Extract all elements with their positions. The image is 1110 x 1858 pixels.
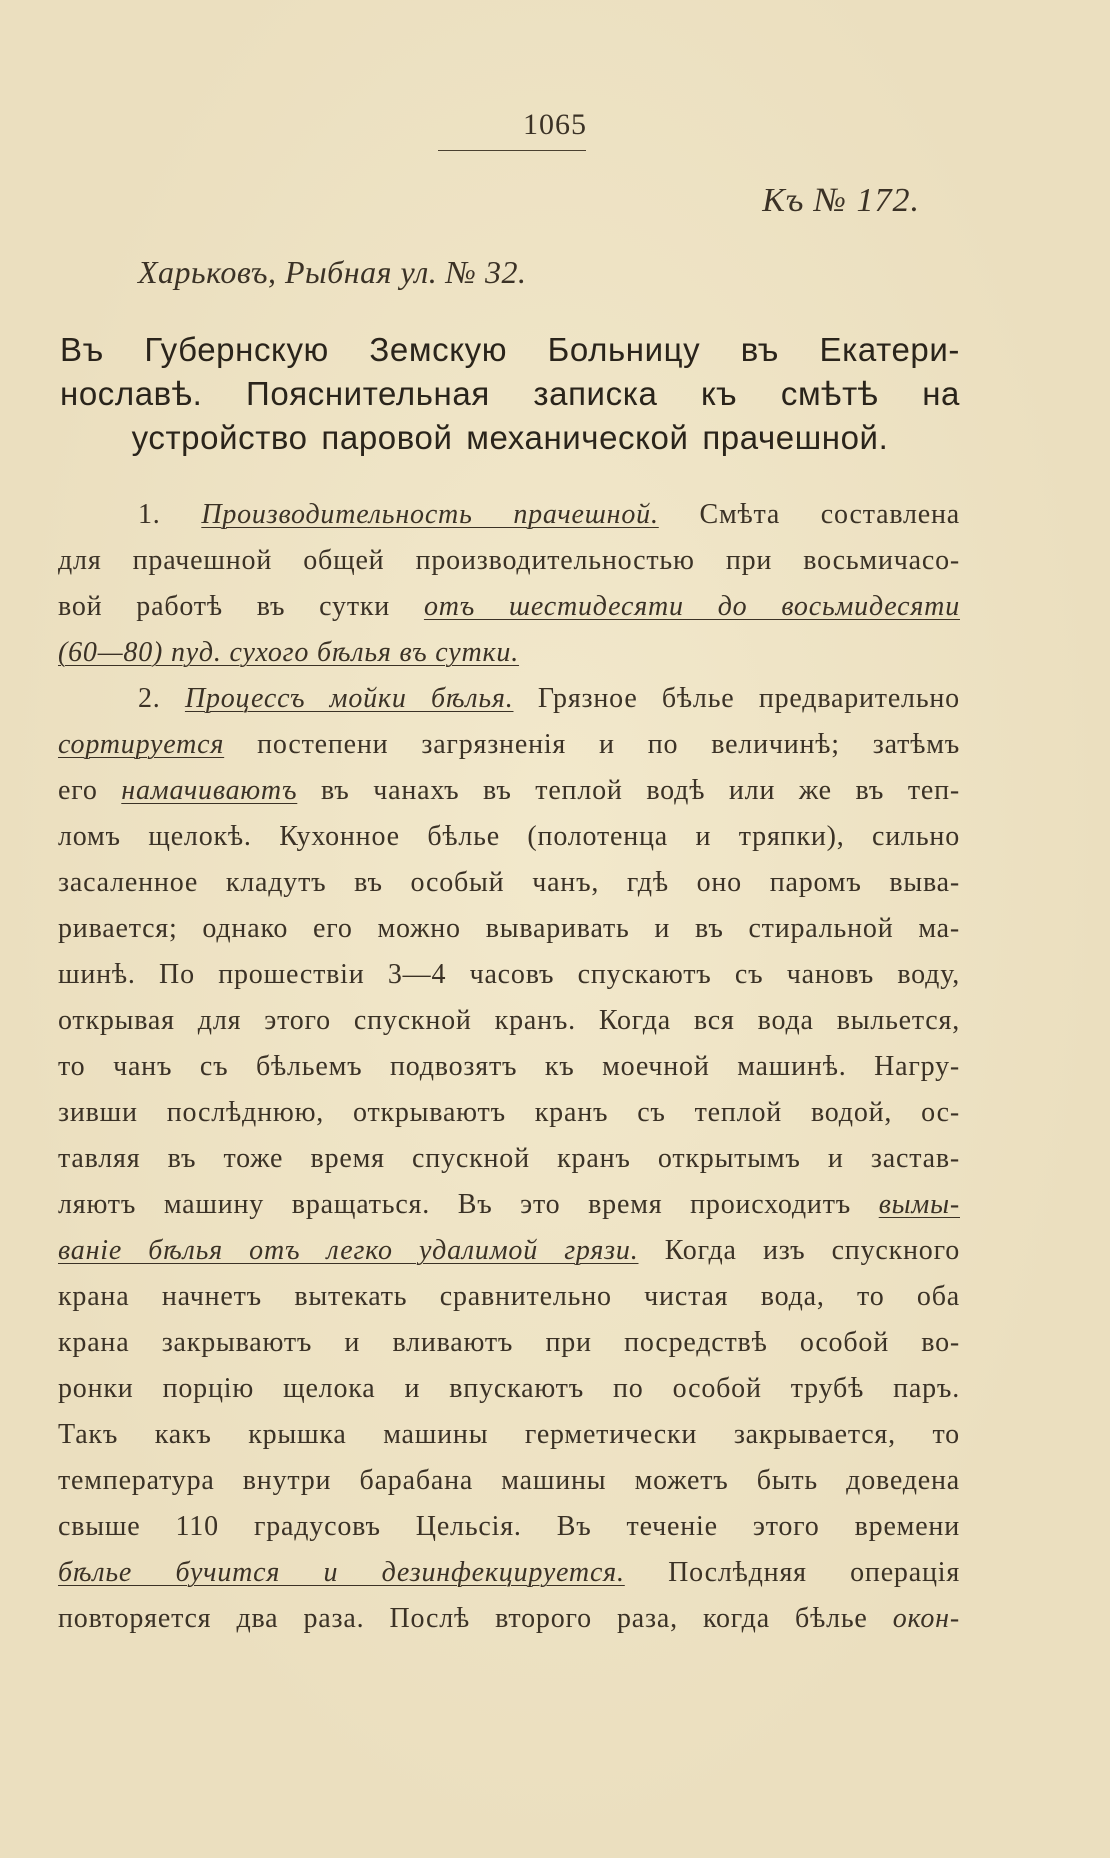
emphasized-text: бѣлье бучится и дезинфекцируется.: [58, 1557, 625, 1588]
text-segment: Послѣдняя операція: [624, 1557, 961, 1588]
emphasized-text: окон-: [892, 1603, 960, 1634]
text-line: [58, 1550, 960, 1596]
text-line: [58, 906, 960, 952]
text-segment: въ чанахъ въ теплой водѣ или же въ теп-: [297, 775, 960, 806]
emphasized-text: (60—80) пуд. сухого бѣлья въ сутки.: [58, 637, 520, 668]
text-segment: Такъ какъ крышка машины герметически закрывается, то: [58, 1419, 960, 1450]
text-segment: свыше 110 градусовъ Цельсія. Въ теченіе этого времени: [58, 1511, 960, 1542]
text-segment: Смѣта составлена: [658, 499, 960, 530]
text-line: [58, 492, 960, 538]
address-line: Харьковъ, Рыбная ул. № 32.: [138, 254, 527, 290]
emphasized-text: отъ шестидесяти до восьмидесяти: [423, 591, 960, 622]
text-line: [58, 860, 960, 906]
emphasized-text: Производительность прачешной.: [201, 499, 659, 530]
text-segment: ривается; однако его можно вываривать и въ стиральной ма-: [58, 913, 960, 944]
text-line: [58, 584, 960, 630]
page-number-rule: [438, 150, 586, 151]
emphasized-text: Процессъ мойки бѣлья.: [184, 683, 514, 714]
text-line: [58, 1090, 960, 1136]
text-segment: 1.: [138, 499, 202, 530]
text-line: [58, 1412, 960, 1458]
text-segment: ломъ щелокѣ. Кухонное бѣлье (полотенца и тряпки), сильно: [58, 821, 960, 852]
text-segment: открывая для этого спускной кранъ. Когда вся вода выльется,: [58, 1005, 960, 1036]
text-segment: 2.: [138, 683, 185, 714]
document-reference: Къ № 172.: [762, 182, 920, 219]
text-line: [58, 1228, 960, 1274]
text-segment: то чанъ съ бѣльемъ подвозятъ къ моечной машинѣ. Нагру-: [58, 1051, 960, 1082]
text-line: [58, 1320, 960, 1366]
body-text: [58, 492, 960, 1642]
text-line: [58, 722, 960, 768]
text-line: [58, 768, 960, 814]
text-line: [58, 952, 960, 998]
heading-line: устройство паровой механической прачешной.: [131, 419, 889, 456]
text-segment: температура внутри барабана машины можетъ быть доведена: [58, 1465, 960, 1496]
text-segment: ронки порцію щелока и впускаютъ по особой трубѣ паръ.: [58, 1373, 960, 1404]
text-line: [58, 1458, 960, 1504]
text-line: [58, 1504, 960, 1550]
text-line: [58, 1182, 960, 1228]
text-segment: повторяется два раза. Послѣ второго раза, когда бѣлье: [58, 1603, 893, 1634]
text-segment: зивши послѣднюю, открываютъ кранъ съ теплой водой, ос-: [58, 1097, 960, 1128]
text-segment: засаленное кладутъ въ особый чанъ, гдѣ оно паромъ выва-: [58, 867, 960, 898]
text-segment: вой работѣ въ сутки: [58, 591, 424, 622]
text-segment: тавляя въ тоже время спускной кранъ открытымъ и застав-: [58, 1143, 960, 1174]
text-segment: Грязное бѣлье предварительно: [513, 683, 960, 714]
text-segment: крана начнетъ вытекать сравнительно чистая вода, то оба: [58, 1281, 960, 1312]
text-segment: крана закрываютъ и вливаютъ при посредствѣ особой во-: [58, 1327, 960, 1358]
text-line: [58, 1596, 960, 1642]
document-heading: [60, 328, 960, 460]
heading-line: Въ Губернскую Земскую Больницу въ Екатери-: [60, 331, 960, 368]
text-line: [58, 676, 960, 722]
text-line: [58, 1274, 960, 1320]
heading-line: нославѣ. Пояснительная записка къ смѣтѣ на: [60, 375, 960, 412]
text-segment: шинѣ. По прошествіи 3—4 часовъ спускаютъ съ чановъ воду,: [58, 959, 960, 990]
page-number: 1065: [523, 108, 587, 141]
text-line: [58, 814, 960, 860]
text-line: [58, 630, 960, 676]
emphasized-text: вымы-: [878, 1189, 960, 1220]
text-segment: Когда изъ спускного: [638, 1235, 960, 1266]
emphasized-text: намачиваютъ: [121, 775, 298, 806]
text-segment: ляютъ машину вращаться. Въ это время происходитъ: [58, 1189, 879, 1220]
emphasized-text: сортируется: [58, 729, 225, 760]
text-line: [58, 1136, 960, 1182]
text-line: [58, 1366, 960, 1412]
text-line: [58, 998, 960, 1044]
text-line: [58, 538, 960, 584]
emphasized-text: ваніе бѣлья отъ легко удалимой грязи.: [58, 1235, 639, 1266]
text-line: [58, 1044, 960, 1090]
text-segment: для прачешной общей производительностью при восьмичасо-: [58, 545, 960, 576]
text-segment: постепени загрязненія и по величинѣ; затѣмъ: [224, 729, 960, 760]
text-segment: его: [58, 775, 122, 806]
